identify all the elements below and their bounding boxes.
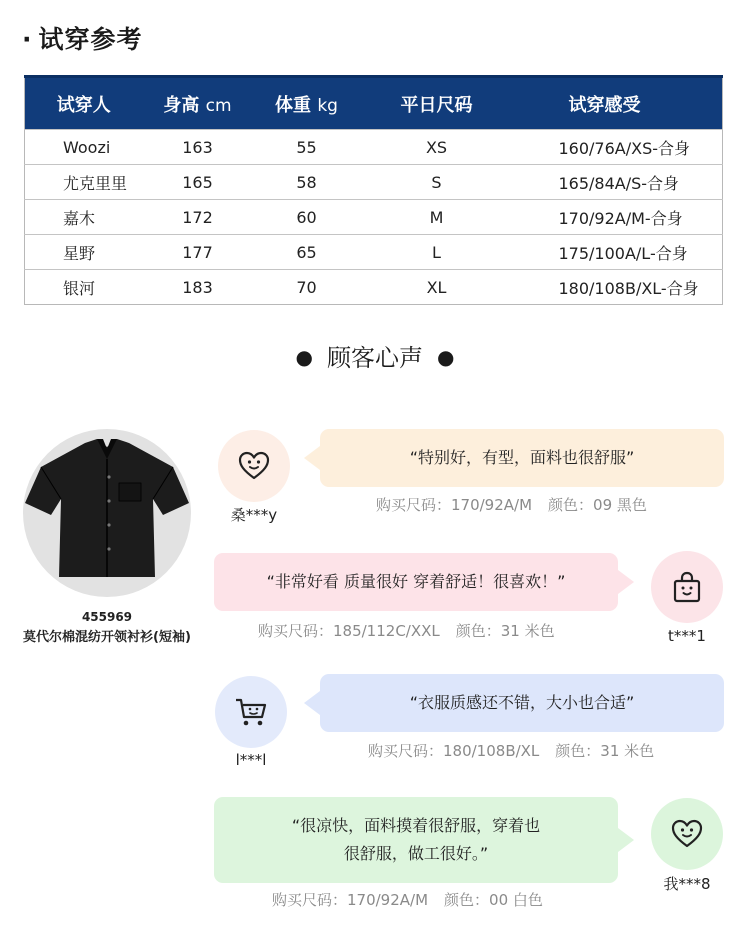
cell-usual-size: M <box>361 200 513 235</box>
cell-weight: 65 <box>253 235 361 270</box>
section-title-text: 试穿参考 <box>38 25 143 54</box>
cell-height: 163 <box>143 130 253 165</box>
review-quote: “非常好看 质量很好 穿着舒适！很喜欢！” <box>266 572 566 591</box>
review-avatar <box>218 430 290 502</box>
table-row <box>25 270 723 305</box>
review-meta <box>376 494 647 515</box>
heart-face-icon <box>237 449 271 483</box>
review-bubble <box>320 674 724 732</box>
review-color: 颜色：09 黑色 <box>548 496 647 514</box>
review-username: 我***8 <box>663 875 711 893</box>
review-meta <box>368 740 654 761</box>
review-size: 购买尺码：185/112C/XXL <box>258 622 440 640</box>
review-bubble <box>214 553 618 611</box>
bubble-tail <box>618 828 634 852</box>
cell-fit-feeling: 180/108B/XL-合身 <box>513 270 723 305</box>
table-row <box>25 165 723 200</box>
cell-fit-feeling: 175/100A/L-合身 <box>513 235 723 270</box>
cell-usual-size: XS <box>361 130 513 165</box>
cell-weight: 55 <box>253 130 361 165</box>
review-username: t***1 <box>668 627 706 645</box>
review-bubble <box>320 429 724 487</box>
bullet-icon: ● <box>437 345 455 369</box>
product-name: 莫代尔棉混纺开领衬衫(短袖) <box>23 630 191 645</box>
cell-height: 177 <box>143 235 253 270</box>
review-size: 购买尺码：180/108B/XL <box>368 742 540 760</box>
cell-weight: 58 <box>253 165 361 200</box>
cell-height: 172 <box>143 200 253 235</box>
header-usual-size: 平日尺码 <box>361 77 513 130</box>
reviews-title <box>0 338 750 373</box>
review-username: l***l <box>235 751 267 769</box>
review-quote-line: 很舒服，做工很好。” <box>343 844 489 863</box>
review-quote-line: “很凉快，面料摸着很舒服，穿着也 <box>291 816 541 835</box>
cell-tester: 银河 <box>25 270 143 305</box>
table-header-row <box>25 77 723 130</box>
review-color: 颜色：31 米色 <box>455 622 555 640</box>
review-color: 颜色：00 白色 <box>444 891 543 909</box>
review-bubble <box>214 797 618 883</box>
product-image <box>23 429 191 597</box>
review-meta <box>258 620 555 641</box>
review-meta <box>272 889 543 910</box>
review-color: 颜色：31 米色 <box>555 742 655 760</box>
cell-fit-feeling: 165/84A/S-合身 <box>513 165 723 200</box>
cell-height: 183 <box>143 270 253 305</box>
review-avatar <box>651 798 723 870</box>
cell-tester: Woozi <box>25 130 143 165</box>
cell-usual-size: L <box>361 235 513 270</box>
header-height: 身高 cm <box>143 77 253 130</box>
header-tester: 试穿人 <box>25 77 143 130</box>
review-quote: “特别好，有型，面料也很舒服” <box>409 448 635 467</box>
bullet-icon: ● <box>295 345 313 369</box>
review-avatar <box>651 551 723 623</box>
review-avatar <box>215 676 287 748</box>
table-row <box>25 130 723 165</box>
cell-tester: 星野 <box>25 235 143 270</box>
cell-usual-size: XL <box>361 270 513 305</box>
cell-tester: 尤克里里 <box>25 165 143 200</box>
size-reference-table <box>24 75 723 305</box>
bubble-tail <box>618 570 634 594</box>
cell-weight: 60 <box>253 200 361 235</box>
bubble-tail <box>304 691 320 715</box>
product-code: 455969 <box>81 610 133 624</box>
cell-fit-feeling: 170/92A/M-合身 <box>513 200 723 235</box>
cell-tester: 嘉木 <box>25 200 143 235</box>
shopping-bag-icon <box>670 570 704 604</box>
table-row <box>25 235 723 270</box>
shirt-image <box>23 429 191 597</box>
review-quote: “衣服质感还不错，大小也合适” <box>409 693 635 712</box>
review-username: 桑***y <box>230 506 278 524</box>
bubble-tail <box>304 446 320 470</box>
review-size: 购买尺码：170/92A/M <box>272 891 429 909</box>
heart-face-icon <box>670 817 704 851</box>
table-row <box>25 200 723 235</box>
cell-weight: 70 <box>253 270 361 305</box>
cell-height: 165 <box>143 165 253 200</box>
cell-fit-feeling: 160/76A/XS-合身 <box>513 130 723 165</box>
shopping-cart-icon <box>234 695 268 729</box>
header-weight: 体重 kg <box>253 77 361 130</box>
cell-usual-size: S <box>361 165 513 200</box>
review-size: 购买尺码：170/92A/M <box>376 496 533 514</box>
section-title: · 试穿参考 <box>22 25 143 54</box>
header-fit-feeling: 试穿感受 <box>513 77 723 130</box>
reviews-title-text: 顾客心声 <box>327 344 423 372</box>
